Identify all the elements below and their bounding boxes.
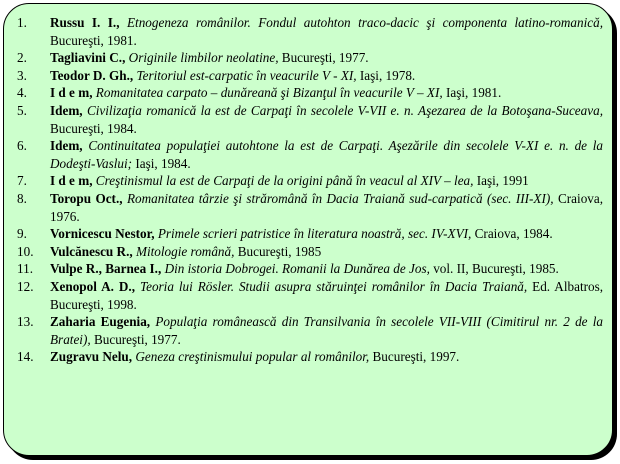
reference-author: Toropu Oct., — [50, 190, 123, 206]
bibliography-box — [3, 3, 613, 456]
reference-author: Zugravu Nelu, — [50, 349, 133, 365]
reference-publication: Craiova, 1984. — [474, 226, 553, 242]
reference-publication: Bucureşti, 1977. — [281, 50, 369, 66]
reference-item — [17, 49, 603, 67]
reference-number: 13. — [17, 314, 34, 330]
reference-item — [17, 313, 603, 348]
reference-publication: Bucureşti, 1985 — [237, 243, 322, 259]
reference-item — [17, 243, 603, 261]
reference-title: Romanitatea târzie şi străromână în Dacia Traiană sud-carpatică (sec. III-XI), — [126, 190, 554, 206]
reference-publication: Bucureşti, 1981. — [50, 32, 137, 48]
reference-publication: Bucureşti, 1977. — [93, 331, 181, 347]
reference-publication: Bucureşti, 1997. — [372, 349, 460, 365]
reference-publication: Iaşi, 1984. — [135, 155, 191, 171]
reference-publication: Iaşi, 1981. — [445, 85, 502, 101]
reference-item — [17, 225, 603, 243]
reference-list — [17, 14, 603, 366]
reference-title: Civilizaţia romanică la est de Carpaţi în secolele V-VII e. n. Aşezarea de la Botoşana-Suceava, — [86, 102, 603, 118]
reference-title: Creştinismul la est de Carpaţi de la origini până în veacul al XIV – lea, — [95, 173, 474, 189]
reference-title: Teoria lui Rösler. Studii asupra stăruinţei românilor în Dacia Traiană, — [139, 278, 528, 294]
reference-item — [17, 84, 603, 102]
reference-author: I d e m, — [50, 173, 93, 189]
reference-item — [17, 260, 603, 278]
reference-number: 1. — [17, 15, 27, 30]
reference-title: Geneza creştinismului popular al românilor, — [135, 349, 370, 365]
reference-number: 5. — [17, 102, 27, 118]
reference-number: 7. — [17, 173, 27, 189]
reference-number: 8. — [17, 190, 27, 206]
reference-number: 14. — [17, 349, 34, 365]
reference-author: Idem, — [50, 102, 83, 118]
reference-title: Din istoria Dobrogei. Romanii la Dunărea de Jos, — [164, 261, 430, 277]
reference-item — [17, 278, 603, 313]
reference-publication: Ed. Albatros, Bucureşti, 1998. — [50, 278, 604, 312]
reference-author: Teodor D. Gh., — [50, 67, 134, 83]
reference-item — [17, 172, 603, 190]
reference-number: 10. — [17, 243, 34, 259]
reference-number: 2. — [17, 50, 27, 66]
reference-author: Zaharia Eugenia, — [50, 314, 151, 330]
reference-title: Etnogeneza românilor. Fondul autohton traco-dacic şi componenta latino-romanică, — [126, 15, 604, 30]
reference-author: Xenopol A. D., — [50, 278, 136, 294]
reference-title: Mitologie română, — [135, 243, 235, 259]
reference-item — [17, 190, 603, 225]
reference-publication: Iaşi, 1978. — [359, 67, 416, 83]
reference-author: Vornicescu Nestor, — [50, 226, 155, 242]
reference-author: Tagliavini C., — [50, 50, 126, 66]
reference-item — [17, 137, 603, 172]
reference-number: 6. — [17, 138, 27, 154]
reference-title: Teritoriul est-carpatic în veacurile V - XI, — [136, 67, 357, 83]
reference-item — [17, 102, 603, 137]
reference-author: Idem, — [50, 138, 83, 154]
reference-number: 9. — [17, 226, 27, 242]
reference-publication: vol. II, Bucureşti, 1985. — [433, 261, 559, 277]
reference-number: 12. — [17, 278, 34, 294]
reference-item — [17, 67, 603, 85]
reference-number: 4. — [17, 85, 27, 101]
reference-author: Vulpe R., Barnea I., — [50, 261, 162, 277]
reference-title: Romanitatea carpato – dunăreană şi Bizanţul în veacurile V – XI, — [95, 85, 443, 101]
reference-author: Vulcănescu R., — [50, 243, 133, 259]
reference-item — [17, 14, 603, 49]
reference-publication: Iaşi, 1991 — [476, 173, 529, 189]
reference-publication: Bucureşti, 1984. — [50, 120, 137, 136]
reference-item — [17, 348, 603, 366]
reference-publication: Craiova, 1976. — [50, 190, 604, 224]
reference-author: Russu I. I., — [50, 15, 120, 30]
reference-author: I d e m, — [50, 85, 93, 101]
reference-title: Populaţia românească din Transilvania în secolele VII-VIII (Cimitirul nr. 2 de la Bratei), — [50, 314, 603, 347]
reference-title: Originile limbilor neolatine, — [128, 50, 279, 66]
reference-number: 3. — [17, 67, 27, 83]
reference-title: Primele scrieri patristice în literatura noastră, sec. IV-XVI, — [157, 226, 472, 242]
reference-number: 11. — [17, 261, 33, 277]
reference-title: Continuitatea populaţiei autohtone la est de Carpaţi. Aşezările din secolele V-XI e. n. de la Dodeşti-Vaslui; — [50, 138, 604, 171]
